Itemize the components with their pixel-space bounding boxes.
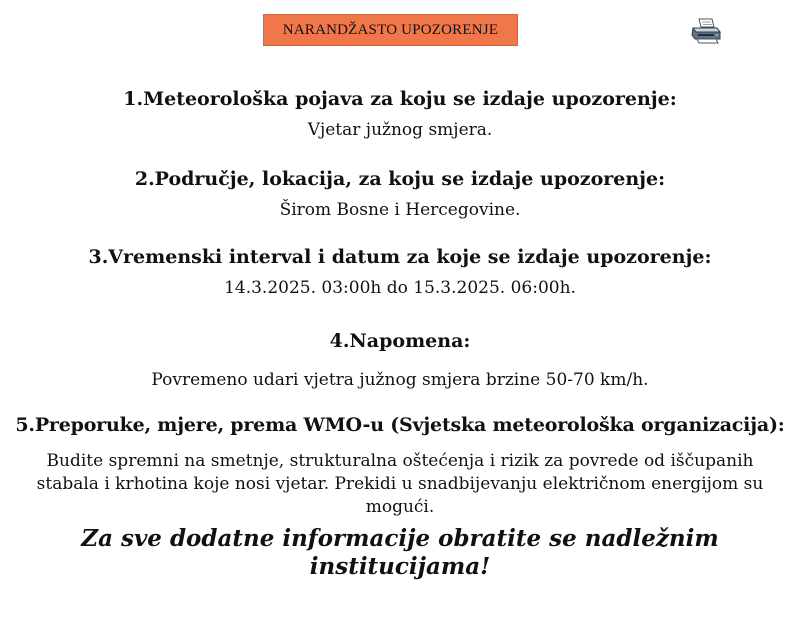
top-bar <box>0 14 800 48</box>
section-text-recommendations: Budite spremni na smetnje, strukturalna oštećenja i rizik za povrede od iščupanih stabala i krhotina koje nosi vjetar. Prekidi u snadbijevanju električnom energijom su mogući. <box>36 451 764 517</box>
section-text-time-interval: 14.3.2025. 03:00h do 15.3.2025. 06:00h. <box>224 278 576 298</box>
section-text-phenomenon: Vjetar južnog smjera. <box>307 120 493 140</box>
section-heading-recommendations: 5.Preporuke, mjere, prema WMO-u (Svjetska meteorološka organizacija): <box>15 414 785 436</box>
print-button[interactable] <box>690 18 722 44</box>
closing-note: Za sve dodatne informacije obratite se nadležnim institucijama! <box>81 525 719 580</box>
section-heading-time-interval: 3.Vremenski interval i datum za koje se izdaje upozorenje: <box>88 246 712 268</box>
section-text-note: Povremeno udari vjetra južnog smjera brzine 50-70 km/h. <box>151 370 649 390</box>
section-heading-note: 4.Napomena: <box>329 330 471 352</box>
warning-content <box>0 82 800 581</box>
warning-level-label: NARANDŽASTO UPOZORENJE <box>282 21 499 38</box>
warning-level-badge <box>263 14 518 46</box>
section-text-area: Širom Bosne i Hercegovine. <box>279 200 521 220</box>
section-heading-area: 2.Područje, lokacija, za koju se izdaje upozorenje: <box>134 168 666 190</box>
printer-icon <box>690 18 722 44</box>
section-heading-phenomenon: 1.Meteorološka pojava za koju se izdaje upozorenje: <box>123 88 677 110</box>
